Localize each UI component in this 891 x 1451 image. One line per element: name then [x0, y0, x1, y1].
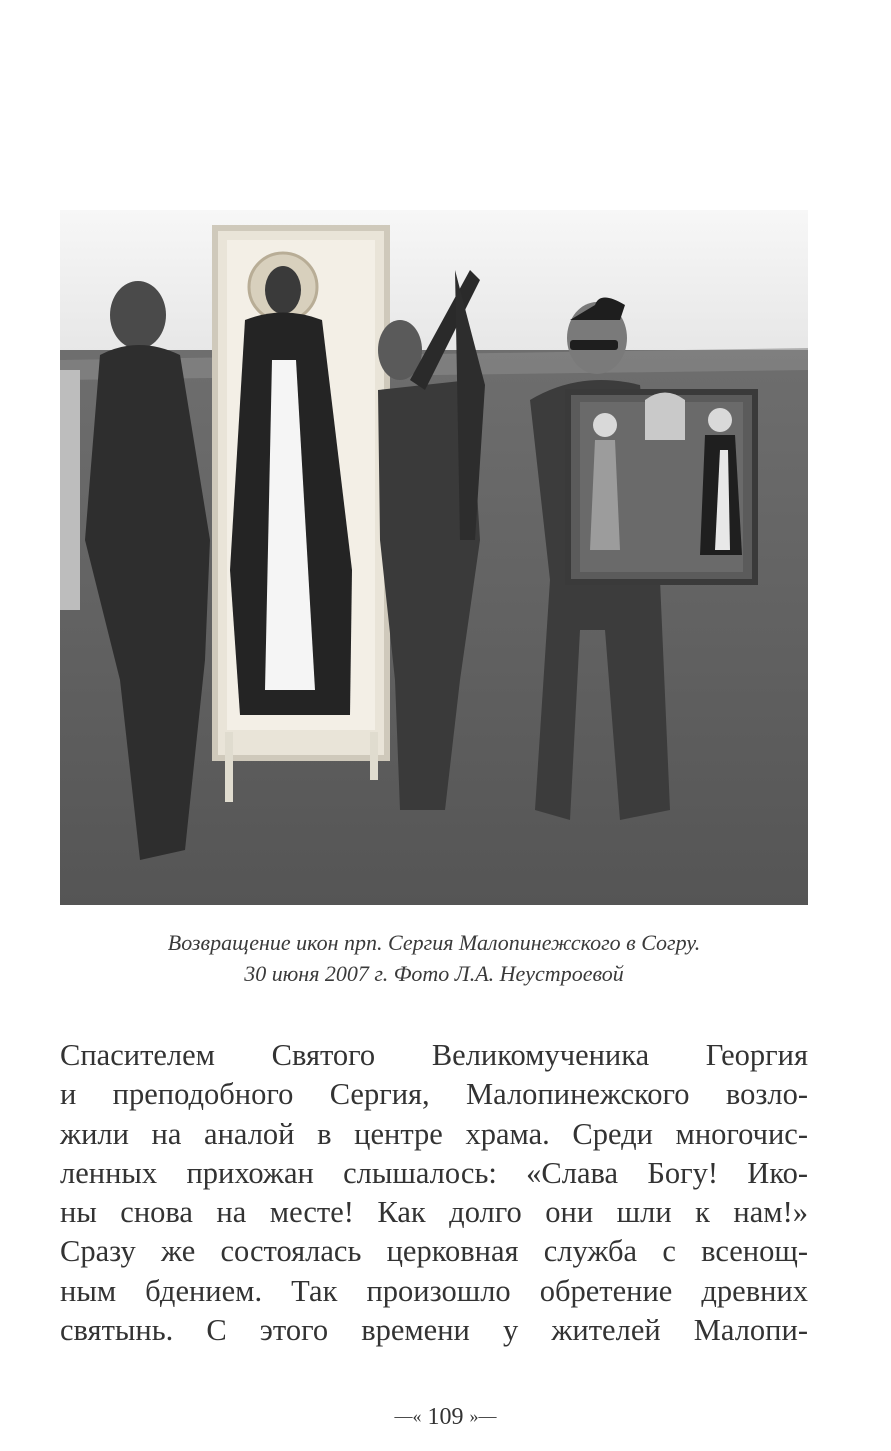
page-number — [0, 1404, 891, 1431]
text-line: Сразу же состоялась церковная служба с всенощ- — [60, 1234, 808, 1269]
page-number-value: 109 — [427, 1404, 464, 1430]
icon-saints-panel — [568, 392, 755, 582]
photo-illustration — [60, 210, 808, 905]
body-paragraph — [60, 1036, 808, 1350]
caption-line: Возвращение икон прп. Сергия Малопинежского в Согру. — [167, 930, 701, 955]
text-line: ным бдением. Так произошло обретение древних — [60, 1273, 808, 1308]
photo-caption — [60, 927, 808, 989]
caption-line: 30 июня 2007 г. Фото Л.А. Неустроевой — [244, 961, 624, 986]
text-line: святынь. С этого времени у жителей Малопи- — [60, 1313, 808, 1348]
text-line: ленных прихожан слышалось: «Слава Богу! Ико- — [60, 1155, 808, 1190]
text-line: ны снова на месте! Как долго они шли к нам!» — [60, 1195, 808, 1230]
ornament-right-icon: »— — [469, 1406, 497, 1426]
text-line: жили на аналой в центре храма. Среди многочис- — [60, 1116, 808, 1151]
ornament-left-icon: —« — [394, 1406, 422, 1426]
photograph — [60, 210, 808, 905]
text-line: Спасителем Святого Великомученика Георгия — [60, 1038, 808, 1072]
icon-st-sergius — [215, 228, 387, 802]
text-line: и преподобного Сергия, Малопинежского возло- — [60, 1077, 808, 1112]
